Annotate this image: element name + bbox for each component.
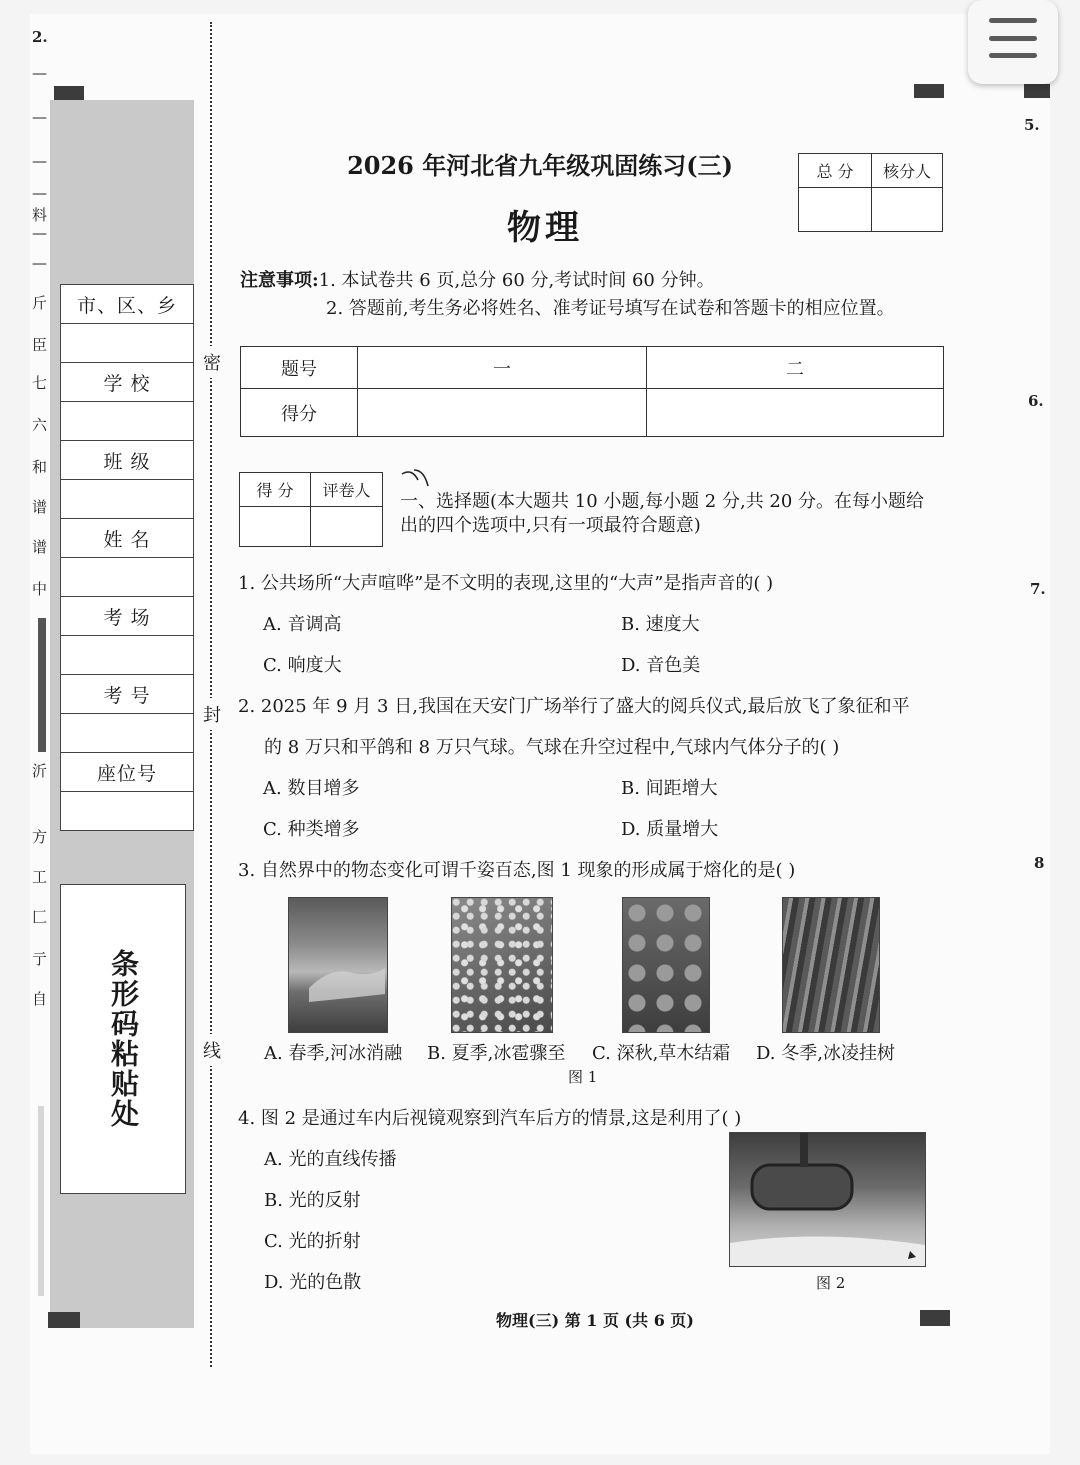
edge-fragment: 自 bbox=[32, 990, 48, 1008]
field-input-name[interactable] bbox=[61, 558, 194, 597]
section-heading: 一、选择题(本大题共 10 小题,每小题 2 分,共 20 分。在每小题给 bbox=[400, 491, 925, 512]
grader-box bbox=[239, 472, 383, 547]
edge-fragment: — bbox=[32, 184, 47, 202]
photo-frost bbox=[622, 897, 710, 1033]
question-1-option-a[interactable]: A. 音调高 bbox=[263, 614, 342, 635]
question-3-stem: 3. 自然界中的物态变化可谓千姿百态,图 1 现象的形成属于熔化的是( ) bbox=[238, 860, 796, 881]
exam-subject: 物理 bbox=[507, 208, 583, 248]
field-label: 学 校 bbox=[61, 363, 194, 402]
question-4-option-c[interactable]: C. 光的折射 bbox=[264, 1231, 361, 1252]
question-1-option-c[interactable]: C. 响度大 bbox=[263, 655, 342, 676]
question-3-option-d[interactable]: D. 冬季,冰凌挂树 bbox=[756, 1043, 895, 1064]
barcode-area bbox=[60, 884, 186, 1194]
student-info-table bbox=[60, 284, 194, 831]
edge-fragment: 和 bbox=[32, 458, 48, 476]
seal-char: 封 bbox=[203, 698, 221, 730]
barcode-label: 条形码粘贴处 bbox=[107, 949, 140, 1129]
question-1-option-b[interactable]: B. 速度大 bbox=[621, 614, 700, 635]
edge-dark-bar bbox=[38, 618, 46, 752]
field-label: 座位号 bbox=[61, 753, 194, 792]
photo-river-ice bbox=[288, 897, 388, 1033]
notice-item: 1. 本试卷共 6 页,总分 60 分,考试时间 60 分钟。 bbox=[318, 270, 715, 291]
field-input-school[interactable] bbox=[61, 402, 194, 441]
edge-number: 5. bbox=[1024, 116, 1040, 134]
registration-mark bbox=[914, 84, 944, 98]
field-input-class[interactable] bbox=[61, 480, 194, 519]
photo-rearview-mirror bbox=[729, 1132, 926, 1267]
question-2-option-d[interactable]: D. 质量增大 bbox=[621, 819, 719, 840]
edge-number: 6. bbox=[1028, 392, 1044, 410]
edge-number: 8 bbox=[1034, 854, 1045, 872]
registration-mark bbox=[1024, 84, 1050, 98]
registration-mark bbox=[920, 1310, 950, 1326]
total-score-label: 总 分 bbox=[799, 154, 872, 188]
question-3-option-c[interactable]: C. 深秋,草木结霜 bbox=[592, 1043, 731, 1064]
checker-label: 核分人 bbox=[872, 154, 943, 188]
edge-fragment: — bbox=[32, 108, 47, 126]
field-label: 考 场 bbox=[61, 597, 194, 636]
photo-hail bbox=[451, 897, 553, 1033]
field-input-exam-number[interactable] bbox=[61, 714, 194, 753]
score-cell[interactable] bbox=[358, 389, 647, 437]
question-4-stem: 4. 图 2 是通过车内后视镜观察到汽车后方的情景,这是利用了( ) bbox=[238, 1108, 742, 1129]
checker-cell[interactable] bbox=[872, 188, 943, 232]
question-1-stem: 1. 公共场所“大声喧哗”是不文明的表现,这里的“大声”是指声音的( ) bbox=[238, 573, 774, 594]
notice-label: 注意事项: bbox=[240, 270, 319, 291]
edge-fragment: — bbox=[32, 224, 47, 242]
question-3-option-a[interactable]: A. 春季,河冰消融 bbox=[264, 1043, 403, 1064]
row-label: 得分 bbox=[241, 389, 358, 437]
edge-fragment: 沂 bbox=[32, 762, 48, 780]
field-input-seat[interactable] bbox=[61, 792, 194, 831]
grader-name-cell[interactable] bbox=[311, 507, 383, 547]
edge-fragment: 2. bbox=[32, 28, 48, 46]
edge-gray-bar bbox=[38, 1106, 44, 1296]
exam-title: 2026 年河北省九年级巩固练习(三) bbox=[347, 151, 733, 180]
edge-fragment: 中 bbox=[32, 580, 48, 598]
edge-fragment: 谱 bbox=[32, 498, 48, 516]
menu-icon bbox=[989, 18, 1037, 23]
field-label: 姓 名 bbox=[61, 519, 194, 558]
question-3-option-b[interactable]: B. 夏季,冰雹骤至 bbox=[427, 1043, 566, 1064]
registration-mark bbox=[54, 86, 84, 100]
edge-fragment: — bbox=[32, 254, 47, 272]
question-1-option-d[interactable]: D. 音色美 bbox=[621, 655, 701, 676]
edge-fragment: 料 bbox=[32, 206, 48, 224]
section-score-table bbox=[240, 346, 944, 437]
column-header: 一 bbox=[358, 347, 647, 389]
edge-fragment: 方 bbox=[32, 828, 48, 846]
total-score-table bbox=[798, 153, 943, 232]
question-2-option-b[interactable]: B. 间距增大 bbox=[621, 778, 718, 799]
edge-fragment: — bbox=[32, 152, 47, 170]
field-input-room[interactable] bbox=[61, 636, 194, 675]
field-label: 班 级 bbox=[61, 441, 194, 480]
question-4-option-d[interactable]: D. 光的色散 bbox=[264, 1272, 362, 1293]
seal-char: 线 bbox=[203, 1034, 221, 1066]
edge-fragment: 亍 bbox=[32, 950, 48, 968]
column-header: 二 bbox=[647, 347, 944, 389]
question-4-option-a[interactable]: A. 光的直线传播 bbox=[264, 1149, 397, 1170]
question-2-option-c[interactable]: C. 种类增多 bbox=[263, 819, 360, 840]
edge-fragment: 斤 bbox=[32, 294, 48, 312]
row-label: 题号 bbox=[241, 347, 358, 389]
edge-fragment: 工 bbox=[32, 868, 48, 886]
edge-fragment: 臣 bbox=[32, 336, 48, 354]
field-label: 考 号 bbox=[61, 675, 194, 714]
notice-line bbox=[240, 266, 715, 292]
question-2-stem: 2. 2025 年 9 月 3 日,我国在天安门广场举行了盛大的阅兵仪式,最后放飞了象征和平 bbox=[238, 696, 910, 717]
edge-fragment: 谱 bbox=[32, 538, 48, 556]
question-4-option-b[interactable]: B. 光的反射 bbox=[264, 1190, 361, 1211]
total-score-cell[interactable] bbox=[799, 188, 872, 232]
registration-mark bbox=[48, 1312, 80, 1328]
notice-item: 2. 答题前,考生务必将姓名、准考证号填写在试卷和答题卡的相应位置。 bbox=[326, 298, 895, 319]
field-input-region[interactable] bbox=[61, 324, 194, 363]
menu-button[interactable] bbox=[968, 0, 1058, 84]
question-2-stem-cont: 的 8 万只和平鸽和 8 万只气球。气球在升空过程中,气球内气体分子的( ) bbox=[264, 737, 840, 758]
score-cell[interactable] bbox=[647, 389, 944, 437]
field-label: 市、区、乡 bbox=[61, 285, 194, 324]
grader-score-cell[interactable] bbox=[240, 507, 311, 547]
section-heading-cont: 出的四个选项中,只有一项最符合题意) bbox=[400, 515, 701, 536]
seal-line bbox=[210, 22, 212, 1367]
edge-number: 7. bbox=[1030, 580, 1046, 598]
seal-char: 密 bbox=[203, 346, 221, 378]
figure-2-caption: 图 2 bbox=[816, 1274, 846, 1292]
figure-1-caption: 图 1 bbox=[568, 1068, 598, 1086]
page-footer: 物理(三) 第 1 页 (共 6 页) bbox=[496, 1311, 694, 1330]
photo-icicles bbox=[782, 897, 880, 1033]
edge-fragment: 六 bbox=[32, 416, 48, 434]
edge-fragment: 匚 bbox=[32, 908, 48, 926]
edge-fragment: — bbox=[32, 64, 47, 82]
edge-fragment: 七 bbox=[32, 374, 48, 392]
grader-score-label: 得 分 bbox=[240, 473, 311, 507]
grader-name-label: 评卷人 bbox=[311, 473, 383, 507]
question-2-option-a[interactable]: A. 数目增多 bbox=[263, 778, 360, 799]
